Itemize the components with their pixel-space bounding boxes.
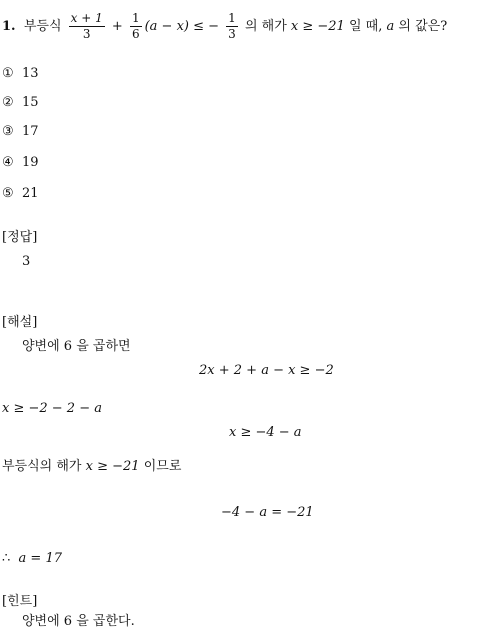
choice-3[interactable] [2,124,39,140]
fraction-1 [69,12,105,41]
choice-1-marker: ① [2,66,14,81]
choice-1-value: 13 [22,66,39,81]
choice-2[interactable] [2,95,39,111]
choice-3-value: 17 [22,124,39,139]
choice-5[interactable] [2,186,39,202]
equation-3: x ≥ −4 − a [229,425,302,440]
explanation-step-2-text: 부등식의 해가 [2,459,82,474]
choice-4-marker: ④ [2,155,14,170]
explanation-step-1: 양변에 6 을 곱하면 [22,339,131,354]
hint-label: [힌트] [2,594,38,609]
question-condition: x ≥ −21 [290,19,345,34]
equation-1: 2x + 2 + a − x ≥ −2 [199,363,334,378]
fraction-2-numerator: 1 [131,11,140,25]
choice-4-value: 19 [22,155,39,170]
question-suffix-b: 일 때, [348,19,383,34]
choice-5-marker: ⑤ [2,186,14,201]
question-suffix-c: 의 값은? [398,19,448,34]
question-suffix-a: 의 해가 [244,19,287,34]
choice-4[interactable] [2,155,39,171]
fraction-2-denominator: 6 [131,27,140,41]
question-line [2,11,448,41]
explanation-step-2-condition: x ≥ −21 [85,459,140,474]
plus-sign: + [111,19,123,34]
explanation-result [2,551,62,567]
fraction-2 [130,12,142,41]
equation-4: −4 − a = −21 [221,505,314,520]
fraction-3-numerator: 1 [228,11,236,25]
fraction-3-denominator: 3 [228,27,236,41]
question-number: 1. [2,19,16,34]
choice-2-value: 15 [22,95,39,110]
question-prefix: 부등식 [23,19,62,34]
therefore-symbol: ∴ [2,551,11,566]
explanation-label: [해설] [2,315,38,330]
question-middle-expression: (a − x) ≤ − [144,19,220,34]
result-equation: a = 17 [18,551,62,566]
fraction-1-numerator: x + 1 [70,11,103,25]
choice-5-value: 21 [22,186,39,201]
choice-1[interactable] [2,66,39,82]
fraction-1-denominator: 3 [82,27,91,41]
fraction-3 [226,12,238,41]
equation-2: x ≥ −2 − 2 − a [2,401,102,416]
answer-label: [정답] [2,230,38,245]
explanation-step-2 [2,459,181,475]
choice-3-marker: ③ [2,124,14,139]
answer-value: 3 [22,254,31,269]
explanation-step-2-suffix: 이므로 [143,459,182,474]
hint-text: 양변에 6 을 곱한다. [22,614,135,629]
question-variable: a [386,19,395,34]
choice-2-marker: ② [2,95,14,110]
